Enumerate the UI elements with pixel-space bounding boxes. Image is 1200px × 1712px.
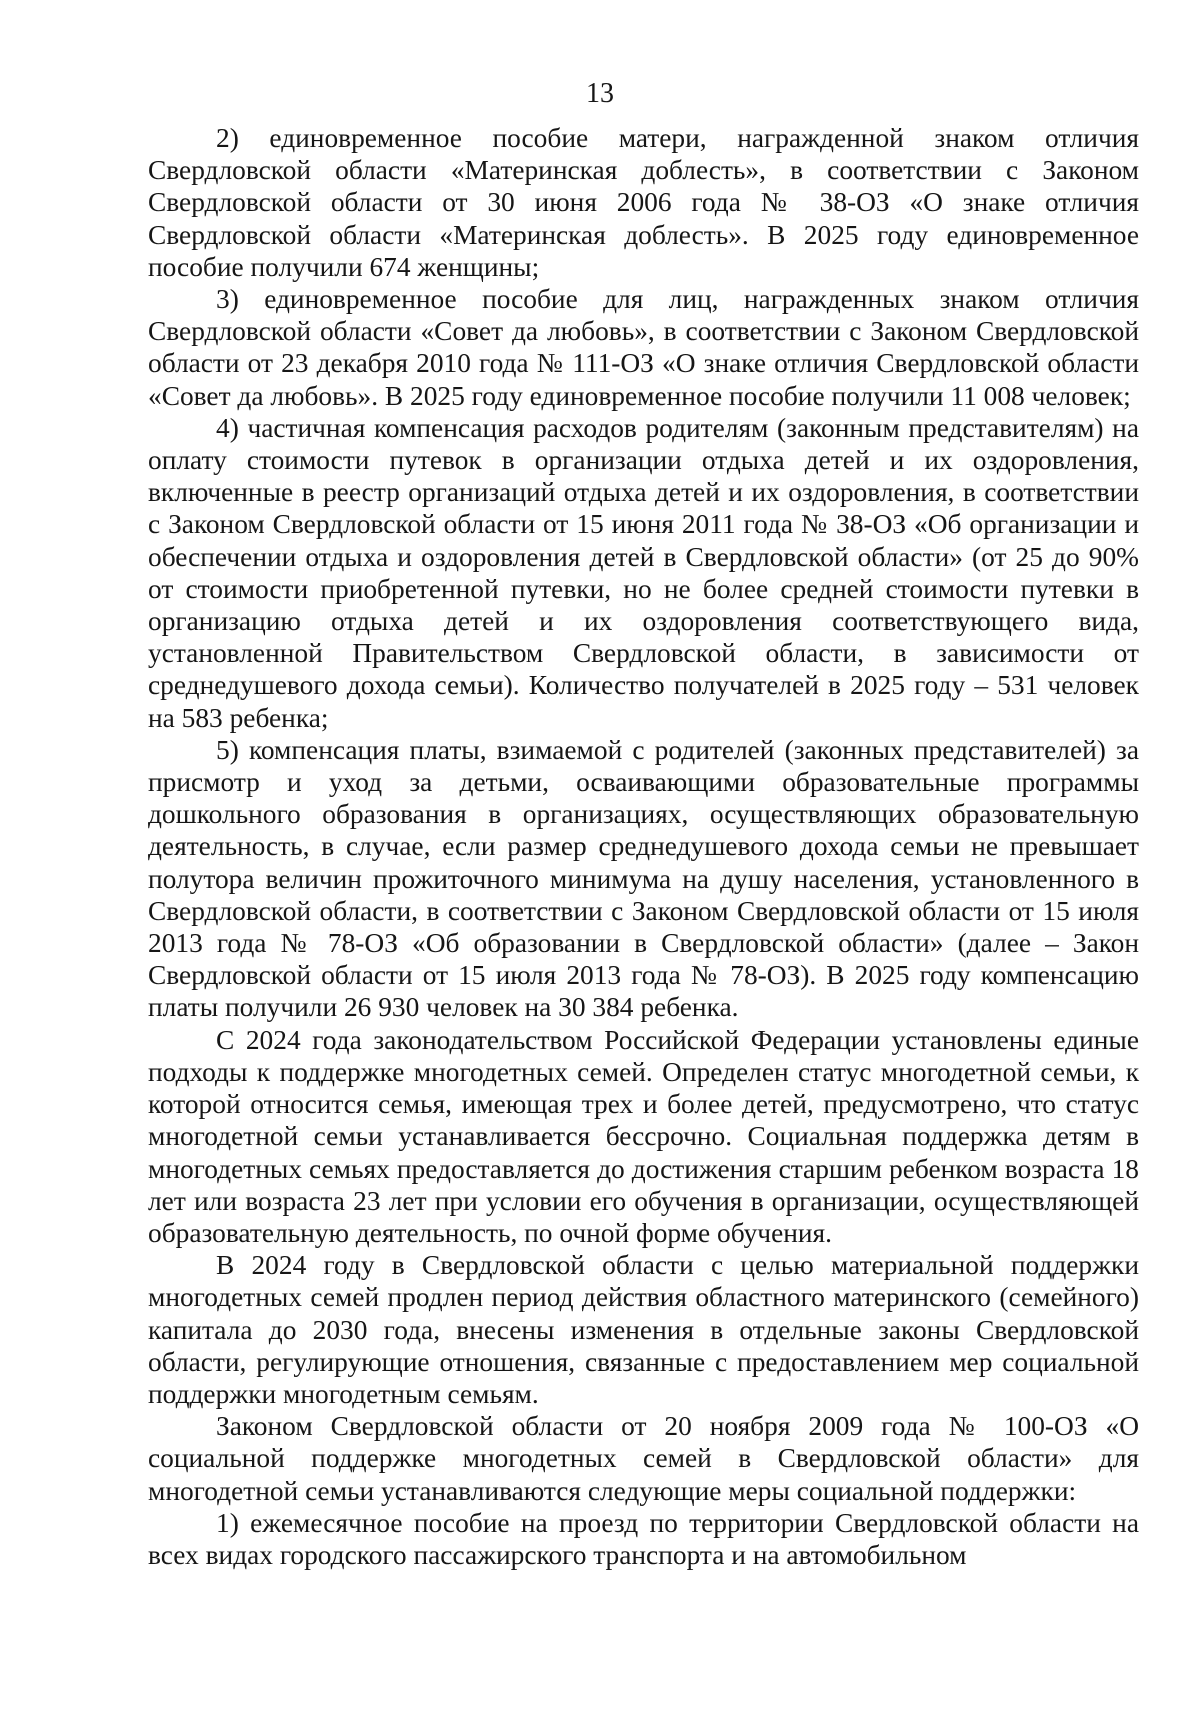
- paragraph-law-100-oz: Законом Свердловской области от 20 ноября 2009 года № 100-ОЗ «О социальной поддержке многодетных семей в Свердловской области» для многодетной семьи устанавливаются следующие меры социальной поддержки:: [148, 1411, 1139, 1506]
- paragraph-benefit-sovet-da-lyubov: 3) единовременное пособие для лиц, награжденных знаком отличия Свердловской области «Совет да любовь», в соответствии с Законом Свердловской области от 23 декабря 2010 года № 111-ОЗ «О знаке отличия Свердловской области «Совет да любовь». В 2025 году единовременное пособие получили 11 008 человек;: [148, 284, 1139, 411]
- document-body: [148, 122, 1139, 1571]
- paragraph-large-families-federal-approach: С 2024 года законодательством Российской Федерации установлены единые подходы к поддержке многодетных семей. Определен статус многодетной семьи, к которой относится семья, имеющая трех и более детей, предусмотрено, что статус многодетной семьи устанавливается бессрочно. Социальная поддержка детям в многодетных семьях предоставляется до достижения старшим ребенком возраста 18 лет или возраста 23 лет при условии его обучения в организации, осуществляющей образовательную деятельность, по очной форме обучения.: [148, 1024, 1139, 1248]
- paragraph-compensation-children-recreation: 4) частичная компенсация расходов родителям (законным представителям) на оплату стоимости путевок в организации отдыха детей и их оздоровления, включенные в реестр организаций отдыха детей и их оздоровления, в соответствии с Законом Свердловской области от 15 июня 2011 года № 38-ОЗ «Об организации и обеспечении отдыха и оздоровления детей в Свердловской области» (от 25 до 90% от стоимости приобретенной путевки, но не более средней стоимости путевки в организацию отдыха детей и их оздоровления соответствующего вида, установленной Правительством Свердловской области, в зависимости от среднедушевого дохода семьи). Количество получателей в 2025 году – 531 человек на 583 ребенка;: [148, 412, 1139, 733]
- page-number: 13: [586, 78, 614, 109]
- paragraph-travel-allowance: 1) ежемесячное пособие на проезд по территории Свердловской области на всех видах городского пассажирского транспорта и на автомобильном: [148, 1507, 1139, 1570]
- paragraph-benefit-maternal-valor: 2) единовременное пособие матери, награжденной знаком отличия Свердловской области «Материнская доблесть», в соответствии с Законом Свердловской области от 30 июня 2006 года № 38-ОЗ «О знаке отличия Свердловской области «Материнская доблесть». В 2025 году единовременное пособие получили 674 женщины;: [148, 123, 1139, 282]
- paragraph-regional-maternity-capital: В 2024 году в Свердловской области с целью материальной поддержки многодетных семей продлен период действия областного материнского (семейного) капитала до 2030 года, внесены изменения в отдельные законы Свердловской области, регулирующие отношения, связанные с предоставлением мер социальной поддержки многодетным семьям.: [148, 1250, 1139, 1409]
- paragraph-compensation-preschool-fee: 5) компенсация платы, взимаемой с родителей (законных представителей) за присмотр и уход за детьми, осваивающими образовательные программы дошкольного образования в организациях, осуществляющих образовательную деятельность, в случае, если размер среднедушевого дохода семьи не превышает полутора величин прожиточного минимума на душу населения, установленного в Свердловской области, в соответствии с Законом Свердловской области от 15 июля 2013 года № 78-ОЗ «Об образовании в Свердловской области» (далее – Закон Свердловской области от 15 июля 2013 года № 78-ОЗ). В 2025 году компенсацию платы получили 26 930 человек на 30 384 ребенка.: [148, 734, 1139, 1023]
